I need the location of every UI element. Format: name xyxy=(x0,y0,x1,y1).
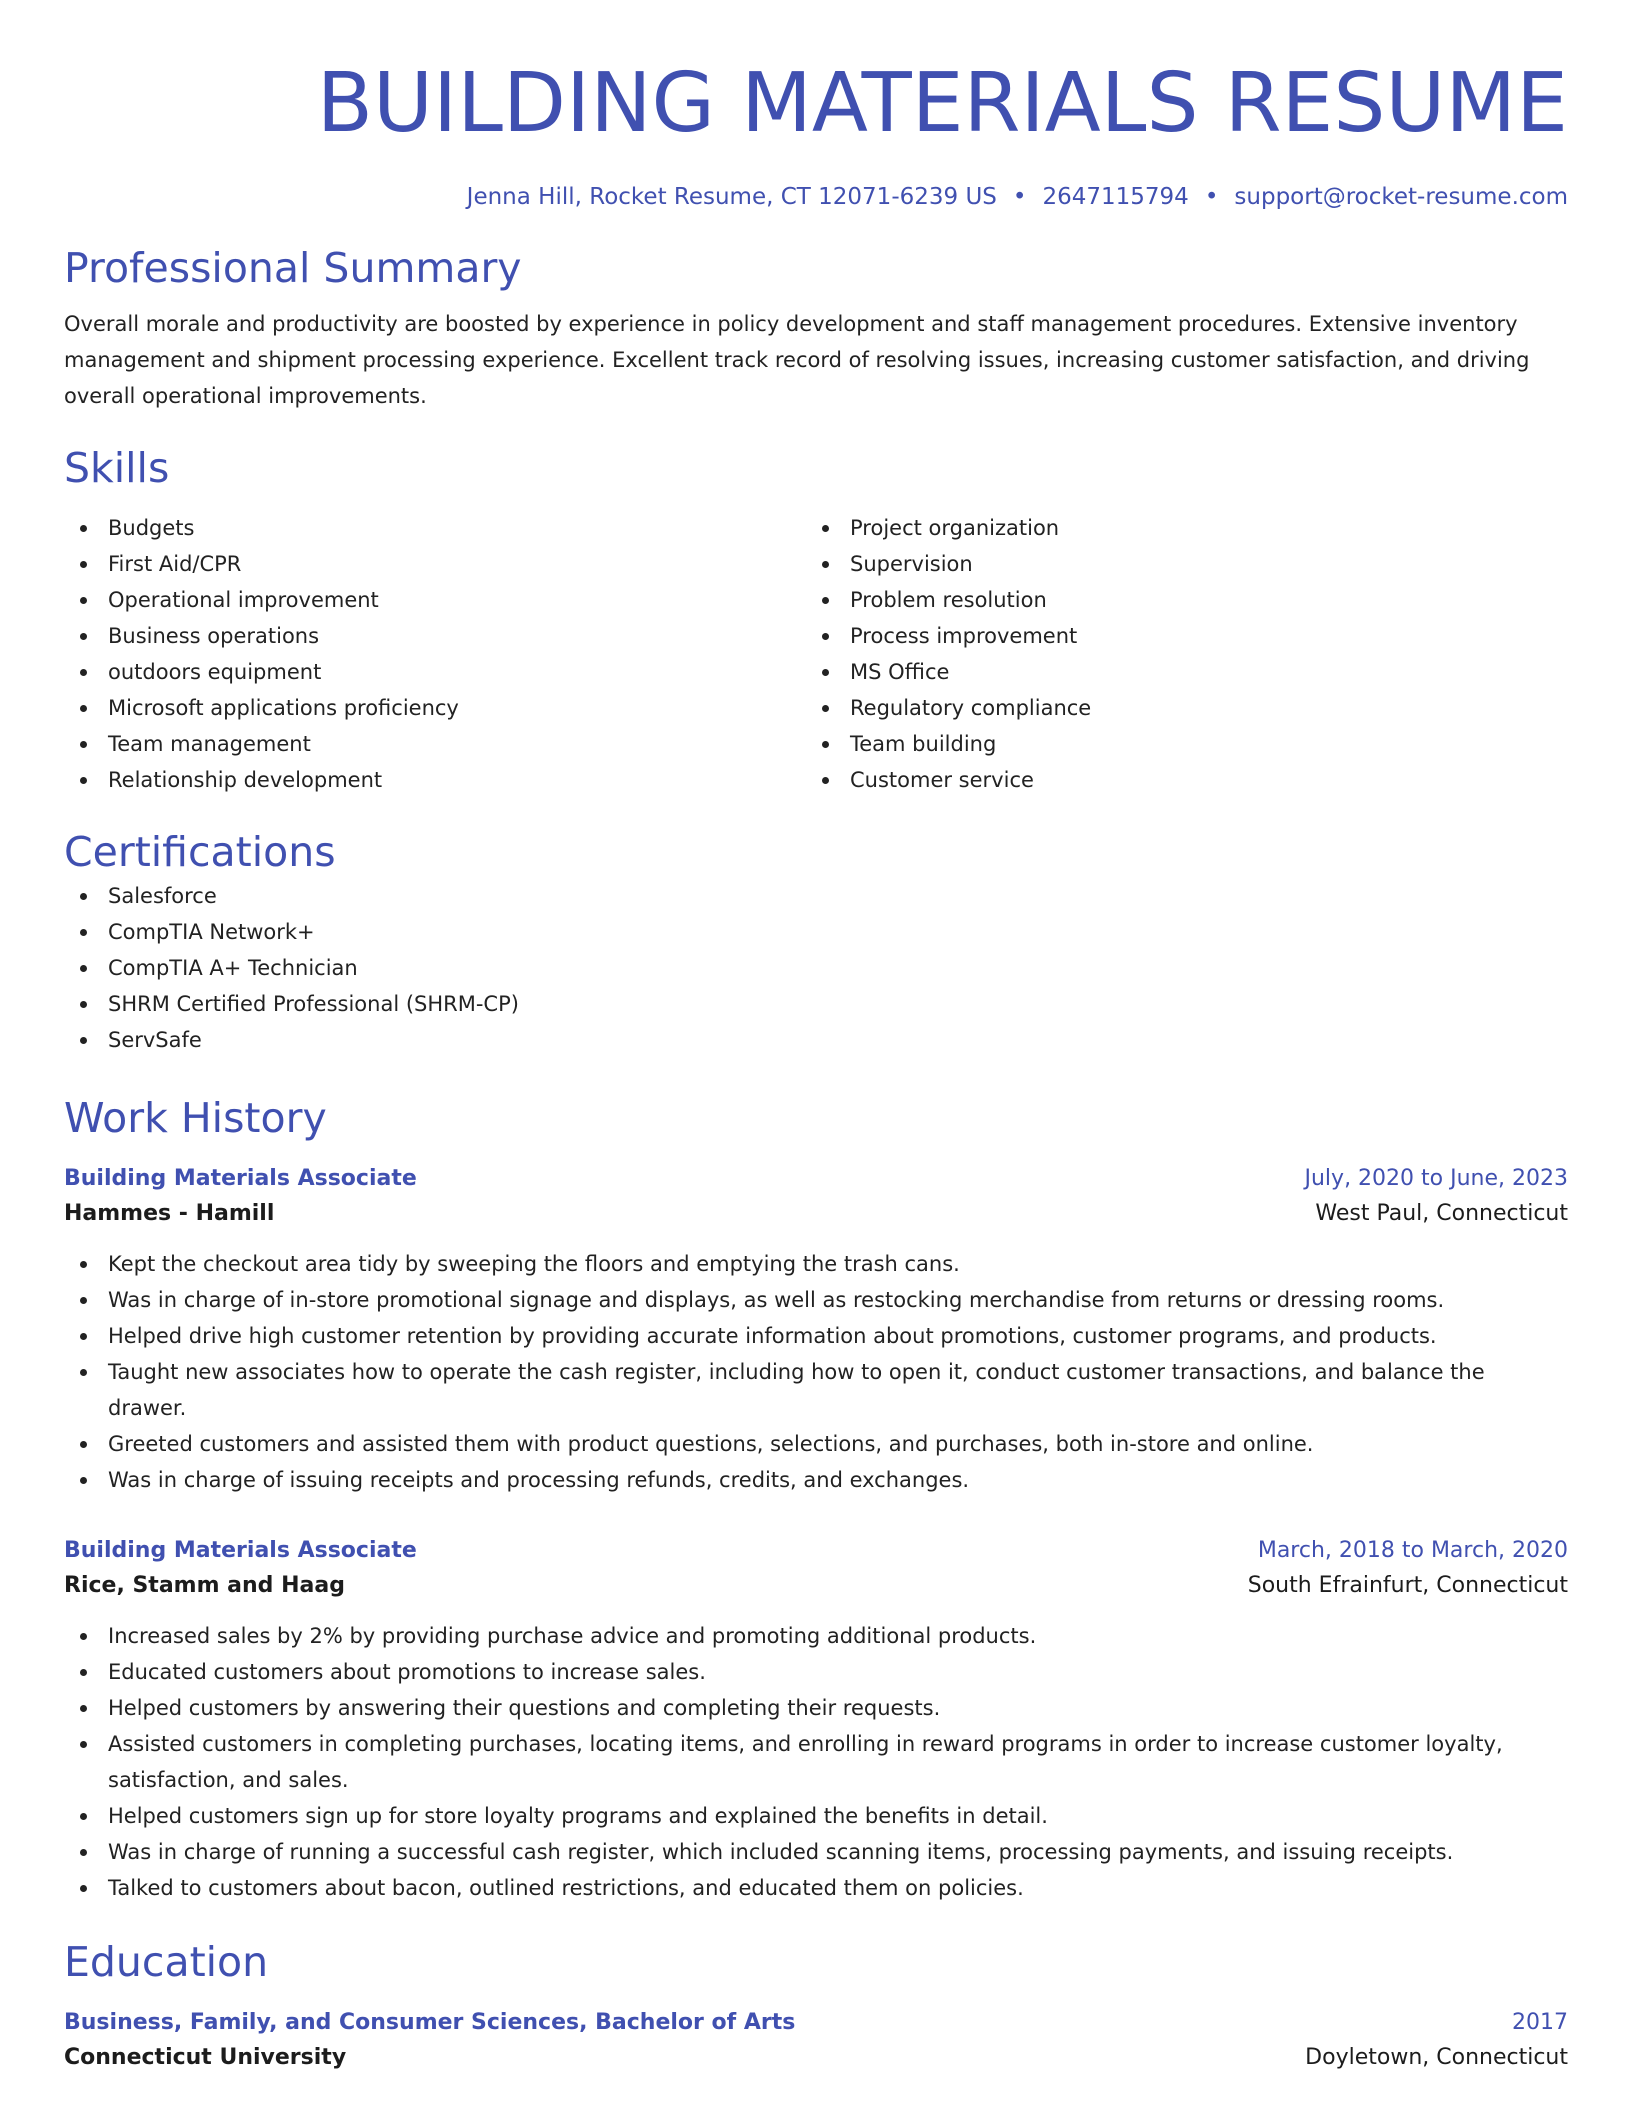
education-school: Connecticut University xyxy=(64,2045,347,2070)
education-header-row xyxy=(64,2006,1568,2040)
contact-phone: 2647115794 xyxy=(1042,184,1189,210)
skills-grid xyxy=(64,510,1568,798)
skills-list-right xyxy=(806,510,1548,798)
job-location: West Paul, Connecticut xyxy=(1315,1201,1568,1226)
certification-item: CompTIA Network+ xyxy=(64,914,1568,950)
job-duty: Was in charge of in-store promotional signage and displays, as well as restocking merchandise from returns or dressing rooms. xyxy=(64,1282,1568,1318)
certification-item: CompTIA A+ Technician xyxy=(64,950,1568,986)
skill-item: Regulatory compliance xyxy=(806,690,1548,726)
education-entry xyxy=(64,2006,1568,2076)
job-duty: Talked to customers about bacon, outlined restrictions, and educated them on policies. xyxy=(64,1870,1568,1906)
summary-text: Overall morale and productivity are boosted by experience in policy development and staff management procedures. Extensive inventory management and shipment processing experience. Excellent track record of resolving issues, increasing customer satisfaction, and driving overall operational improvements. xyxy=(64,312,1530,408)
skills-column-right xyxy=(806,510,1548,798)
job-company: Hammes - Hamill xyxy=(64,1201,275,1226)
skill-item: Relationship development xyxy=(64,762,806,798)
skills-column-left xyxy=(64,510,806,798)
job-title: Building Materials Associate xyxy=(64,1166,417,1191)
contact-line xyxy=(64,182,1568,212)
contact-separator: • xyxy=(1204,184,1219,210)
skill-item: Supervision xyxy=(806,546,1548,582)
job-location: South Efrainfurt, Connecticut xyxy=(1247,1573,1568,1598)
job-duty: Helped drive high customer retention by providing accurate information about promotions, customer programs, and products. xyxy=(64,1318,1568,1354)
certification-item: Salesforce xyxy=(64,878,1568,914)
certification-item: ServSafe xyxy=(64,1022,1568,1058)
skill-item: Operational improvement xyxy=(64,582,806,618)
education-heading: Education xyxy=(64,1938,269,1986)
summary-heading: Professional Summary xyxy=(64,244,522,292)
education-location: Doyletown, Connecticut xyxy=(1305,2045,1568,2070)
skill-item: outdoors equipment xyxy=(64,654,806,690)
job-company: Rice, Stamm and Haag xyxy=(64,1573,345,1598)
job-header-row xyxy=(64,1534,1568,1568)
skill-item: Team management xyxy=(64,726,806,762)
education-degree: Business, Family, and Consumer Sciences, Bachelor of Arts xyxy=(64,2010,796,2035)
job-duty: Helped customers sign up for store loyalty programs and explained the benefits in detail. xyxy=(64,1798,1568,1834)
job-duty: Helped customers by answering their questions and completing their requests. xyxy=(64,1690,1568,1726)
certifications-heading: Certifications xyxy=(64,828,336,876)
job-duty: Was in charge of running a successful cash register, which included scanning items, processing payments, and issuing receipts. xyxy=(64,1834,1568,1870)
skill-item: Business operations xyxy=(64,618,806,654)
skill-item: Microsoft applications proficiency xyxy=(64,690,806,726)
job-duty: Was in charge of issuing receipts and processing refunds, credits, and exchanges. xyxy=(64,1462,1568,1498)
education-year: 2017 xyxy=(1512,2010,1568,2035)
job-header-row xyxy=(64,1162,1568,1196)
certifications-list xyxy=(64,878,1568,1058)
job-duty: Assisted customers in completing purchases, locating items, and enrolling in reward programs in order to increase customer loyalty, satisfaction, and sales. xyxy=(64,1726,1568,1798)
job-company-row xyxy=(64,1196,1568,1232)
skills-list-left xyxy=(64,510,806,798)
education-school-row xyxy=(64,2040,1568,2076)
job-dates: July, 2020 to June, 2023 xyxy=(1304,1166,1568,1191)
skill-item: Customer service xyxy=(806,762,1548,798)
job-duty: Educated customers about promotions to increase sales. xyxy=(64,1654,1568,1690)
job-entry xyxy=(64,1534,1568,1906)
resume-title: BUILDING MATERIALS RESUME xyxy=(316,56,1568,151)
contact-address: Jenna Hill, Rocket Resume, CT 12071-6239 US xyxy=(466,184,997,210)
skill-item: MS Office xyxy=(806,654,1548,690)
skill-item: Team building xyxy=(806,726,1548,762)
skills-heading: Skills xyxy=(64,444,170,492)
job-company-row xyxy=(64,1568,1568,1604)
job-dates: March, 2018 to March, 2020 xyxy=(1257,1538,1568,1563)
skill-item: Process improvement xyxy=(806,618,1548,654)
contact-separator: • xyxy=(1012,184,1027,210)
job-title: Building Materials Associate xyxy=(64,1538,417,1563)
skill-item: Budgets xyxy=(64,510,806,546)
skill-item: Problem resolution xyxy=(806,582,1548,618)
skill-item: First Aid/CPR xyxy=(64,546,806,582)
skill-item: Project organization xyxy=(806,510,1548,546)
resume-page xyxy=(64,0,1568,2076)
job-entry xyxy=(64,1162,1568,1498)
job-duty: Kept the checkout area tidy by sweeping the floors and emptying the trash cans. xyxy=(64,1246,1568,1282)
job-duty: Taught new associates how to operate the cash register, including how to open it, conduct customer transactions, and balance the drawer. xyxy=(64,1354,1568,1426)
job-duty: Greeted customers and assisted them with product questions, selections, and purchases, both in-store and online. xyxy=(64,1426,1568,1462)
job-duties-list xyxy=(64,1618,1568,1906)
job-duties-list xyxy=(64,1246,1568,1498)
certification-item: SHRM Certified Professional (SHRM-CP) xyxy=(64,986,1568,1022)
job-duty: Increased sales by 2% by providing purchase advice and promoting additional products. xyxy=(64,1618,1568,1654)
work-history-heading: Work History xyxy=(64,1094,327,1142)
contact-email: support@rocket-resume.com xyxy=(1234,184,1568,210)
